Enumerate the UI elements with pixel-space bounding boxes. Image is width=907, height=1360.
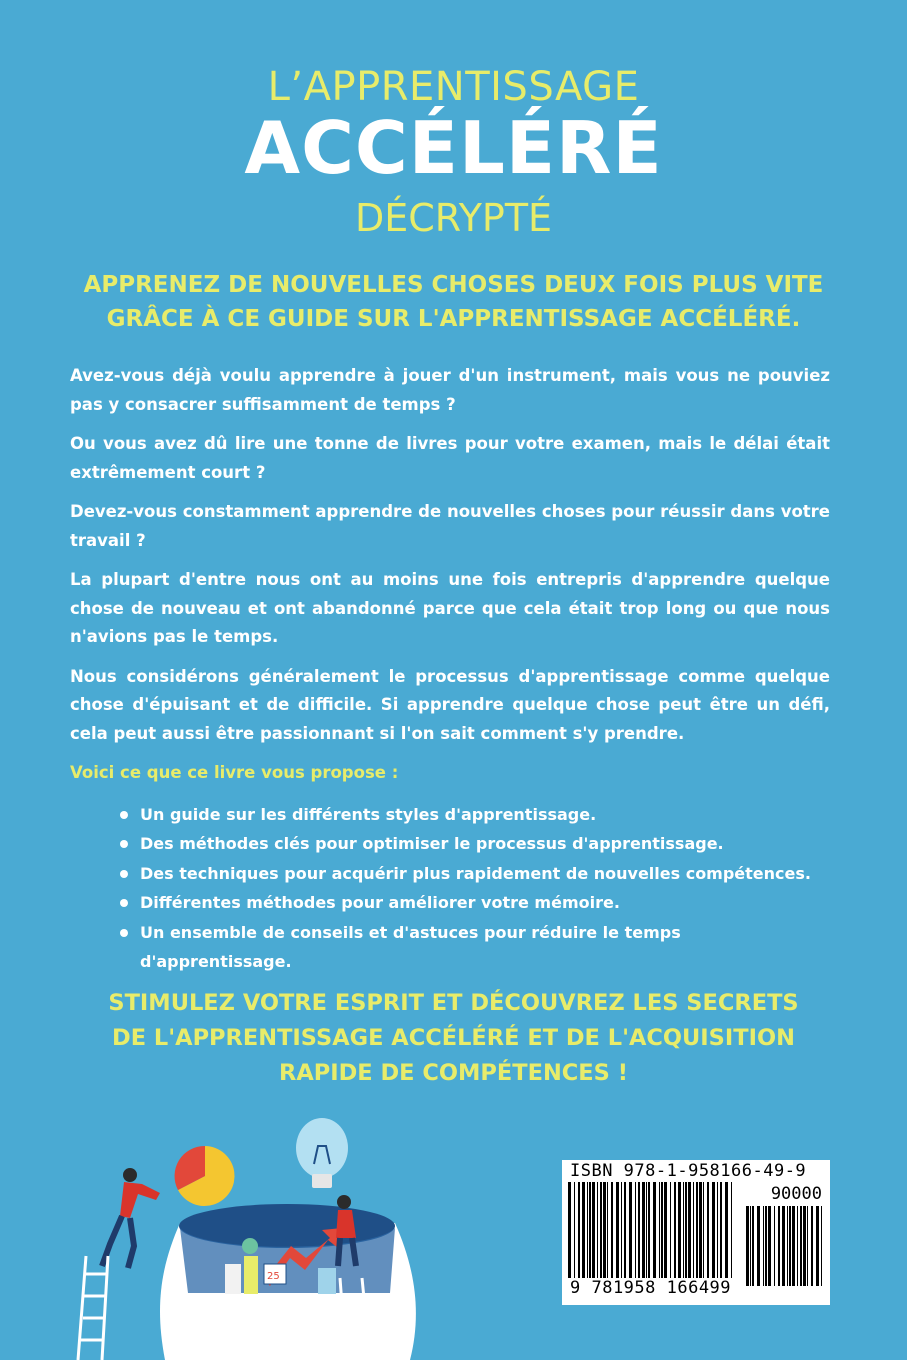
- list-item: [120, 918, 830, 977]
- bullet-icon: [120, 899, 128, 907]
- price-code: 90000: [770, 1184, 822, 1204]
- light-bulb-icon: [296, 1118, 348, 1178]
- closing-line-3: RAPIDE DE COMPÉTENCES !: [279, 1060, 628, 1086]
- description: [70, 362, 830, 977]
- list-item-text: Des méthodes clés pour optimiser le processus d'apprentissage.: [140, 834, 724, 853]
- bullet-icon: [120, 929, 128, 937]
- list-item: [120, 888, 830, 918]
- bullet-icon: [120, 840, 128, 848]
- clock-icon: [242, 1238, 258, 1254]
- list-item-text: Des techniques pour acquérir plus rapidement de nouvelles compétences.: [140, 863, 811, 883]
- barcode-bars: [568, 1182, 736, 1288]
- bullet-list: [70, 800, 830, 977]
- building-icon: [225, 1264, 241, 1294]
- bullet-icon: [120, 811, 128, 819]
- title-line-2: ACCÉLÉRÉ: [244, 106, 663, 190]
- list-item: [120, 859, 830, 889]
- ladder-left: [78, 1256, 108, 1360]
- title-line-3: DÉCRYPTÉ: [354, 196, 553, 240]
- isbn-barcode: [562, 1160, 830, 1305]
- bullet-icon: [120, 870, 128, 878]
- closing-callout: [40, 986, 867, 1091]
- list-item: [120, 829, 830, 859]
- paragraph: Ou vous avez dû lire une tonne de livres pour votre examen, mais le délai était extrêmement court ?: [70, 434, 830, 482]
- building-icon: [244, 1256, 258, 1294]
- brain-learning-illustration: [50, 1118, 470, 1360]
- paragraph: Nous considérons généralement le processus d'apprentissage comme quelque chose d'épuisant et de difficile. Si apprendre quelque chose peut être un défi, cela peut aussi être passionnant si l'on sait comment s'y prendre.: [70, 666, 830, 743]
- headline-line-2: GRÂCE À CE GUIDE SUR L'APPRENTISSAGE ACCÉLÉRÉ.: [106, 306, 801, 332]
- calendar-number: 25: [267, 1271, 280, 1282]
- person-head: [337, 1195, 351, 1209]
- price-barcode-bars: [746, 1206, 824, 1286]
- offer-intro: Voici ce que ce livre vous propose :: [70, 763, 399, 782]
- closing-line-1: STIMULEZ VOTRE ESPRIT ET DÉCOUVREZ LES SECRETS: [108, 990, 799, 1016]
- person-left: [120, 1182, 160, 1218]
- list-item-text: Un ensemble de conseils et d'astuces pour réduire le temps d'apprentissage.: [140, 922, 681, 971]
- paragraph: Devez-vous constamment apprendre de nouvelles choses pour réussir dans votre travail ?: [70, 502, 830, 550]
- barcode-digits: 9 781958 166499: [570, 1278, 732, 1298]
- bulb-base: [312, 1174, 332, 1188]
- headline-line-1: APPRENEZ DE NOUVELLES CHOSES DEUX FOIS PLUS VITE: [83, 272, 824, 298]
- list-item-text: Différentes méthodes pour améliorer votre mémoire.: [140, 893, 620, 912]
- title-line-1: L’APPRENTISSAGE: [267, 64, 640, 110]
- isbn-label: ISBN 978-1-958166-49-9: [570, 1161, 807, 1181]
- person-head: [123, 1168, 137, 1182]
- headline: [40, 268, 867, 336]
- closing-line-2: DE L'APPRENTISSAGE ACCÉLÉRÉ ET DE L'ACQUISITION: [112, 1025, 795, 1051]
- paragraph: Avez-vous déjà voulu apprendre à jouer d'un instrument, mais vous ne pouviez pas y consacrer suffisamment de temps ?: [70, 366, 830, 414]
- list-item-text: Un guide sur les différents styles d'apprentissage.: [140, 804, 597, 824]
- paragraph: La plupart d'entre nous ont au moins une fois entrepris d'apprendre quelque chose de nouveau et ont abandonné parce que cela était trop long ou que nous n'avions pas le temps.: [70, 570, 830, 646]
- building-icon: [318, 1268, 336, 1294]
- list-item: [120, 800, 830, 830]
